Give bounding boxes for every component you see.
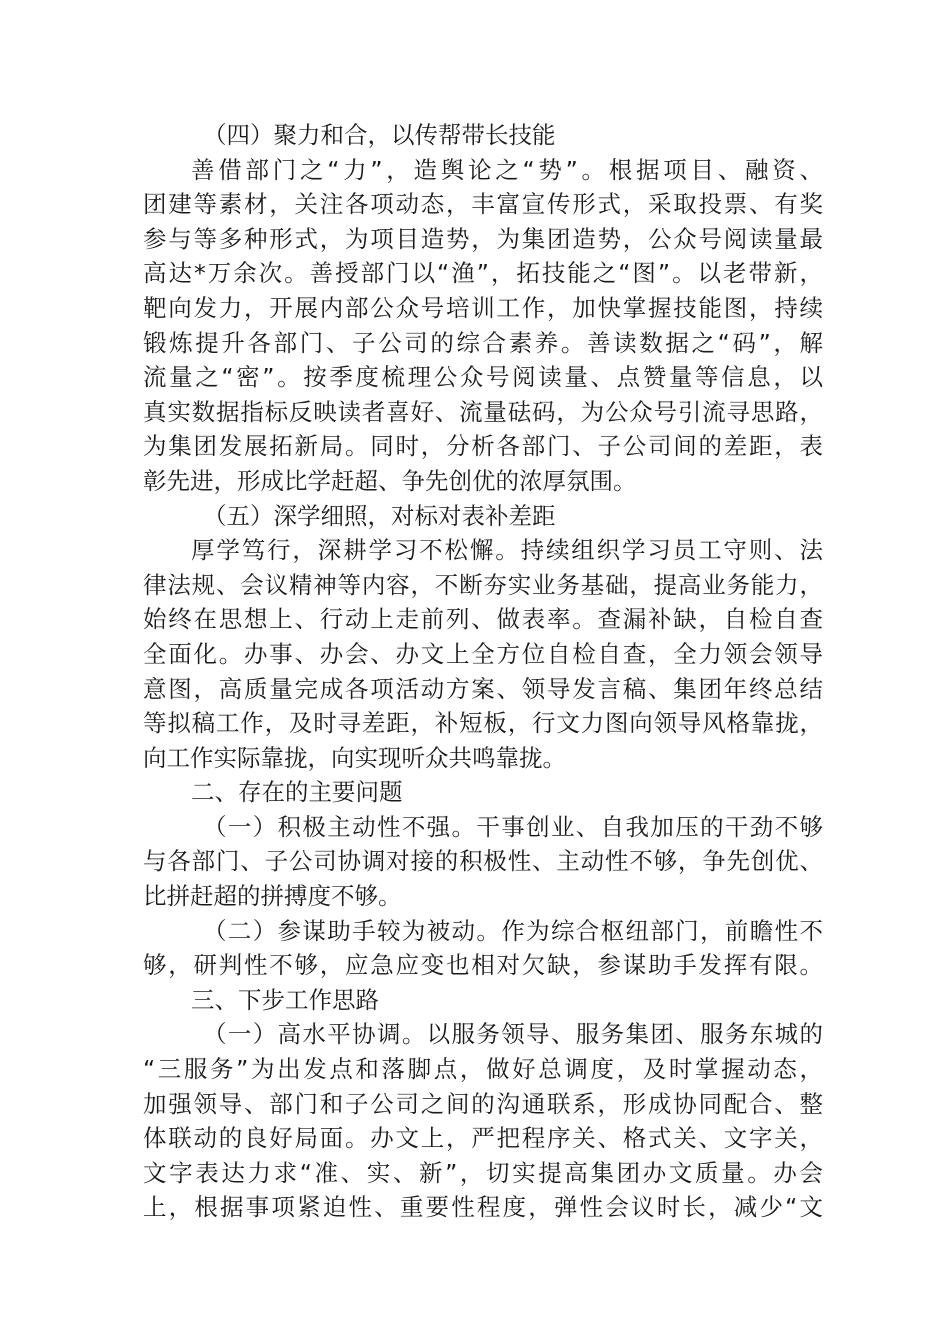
text-line: 文字表达力求“准、实、新”，切实提高集团办文质量。办会 xyxy=(143,1158,823,1187)
text-line: 为集团发展拓新局。同时，分析各部门、子公司间的差距，表 xyxy=(143,432,823,461)
text-line: 锻炼提升各部门、子公司的综合素养。善读数据之“码”，解 xyxy=(143,328,823,357)
text-line: 加强领导、部门和子公司之间的沟通联系，形成协同配合、整 xyxy=(143,1089,823,1118)
text-line: 比拼赶超的拼搏度不够。 xyxy=(143,882,402,911)
text-line: 靶向发力，开展内部公众号培训工作，加快掌握技能图，持续 xyxy=(143,293,823,322)
text-line: （二）参谋助手较为被动。作为综合枢纽部门，前瞻性不 xyxy=(203,916,823,945)
text-line: 彰先进，形成比学赶超、争先创优的浓厚氛围。 xyxy=(143,466,637,495)
text-line: 始终在思想上、行动上走前列、做表率。查漏补缺，自检自查 xyxy=(143,605,823,634)
text-line: （四）聚力和合，以传帮带长技能 xyxy=(203,121,556,149)
text-line: 上，根据事项紧迫性、重要性程度，弹性会议时长，减少“文 xyxy=(143,1193,823,1222)
text-line: 高达*万余次。善授部门以“渔”，拓技能之“图”。以老带新， xyxy=(143,259,823,288)
document-body-text xyxy=(143,118,823,1225)
text-line: 厚学笃行，深耕学习不松懈。持续组织学习员工守则、法 xyxy=(191,536,823,565)
text-line: 律法规、会议精神等内容，不断夯实业务基础，提高业务能力， xyxy=(143,570,823,599)
text-line: （一）高水平协调。以服务领导、服务集团、服务东城的 xyxy=(203,1020,823,1049)
text-line: 意图，高质量完成各项活动方案、领导发言稿、集团年终总结 xyxy=(143,674,823,703)
text-line: 二、存在的主要问题 xyxy=(191,778,403,807)
text-line: 全面化。办事、办会、办文上全方位自检自查，全力领会领导 xyxy=(143,639,823,668)
text-line: 体联动的良好局面。办文上，严把程序关、格式关、文字关， xyxy=(143,1124,823,1153)
text-line: “三服务”为出发点和落脚点，做好总调度，及时掌握动态， xyxy=(143,1055,823,1084)
text-line: 参与等多种形式，为项目造势，为集团造势，公众号阅读量最 xyxy=(143,224,823,253)
text-line: 向工作实际靠拢，向实现听众共鸣靠拢。 xyxy=(143,743,566,772)
text-line: 善借部门之“力”，造舆论之“势”。根据项目、融资、 xyxy=(191,155,823,184)
text-line: 流量之“密”。按季度梳理公众号阅读量、点赞量等信息，以 xyxy=(143,363,823,392)
text-line: 团建等素材，关注各项动态，丰富宣传形式，采取投票、有奖 xyxy=(143,190,823,219)
text-line: 够，研判性不够，应急应变也相对欠缺，参谋助手发挥有限。 xyxy=(143,951,823,980)
text-line: 与各部门、子公司协调对接的积极性、主动性不够，争先创优、 xyxy=(143,847,823,876)
text-line: 真实数据指标反映读者喜好、流量砝码，为公众号引流寻思路， xyxy=(143,397,823,426)
text-line: 三、下步工作思路 xyxy=(191,985,379,1014)
text-line: 等拟稿工作，及时寻差距，补短板，行文力图向领导风格靠拢， xyxy=(143,709,823,738)
text-line: （一）积极主动性不强。干事创业、自我加压的干劲不够 xyxy=(203,812,823,841)
text-line: （五）深学细照，对标对表补差距 xyxy=(203,501,556,530)
